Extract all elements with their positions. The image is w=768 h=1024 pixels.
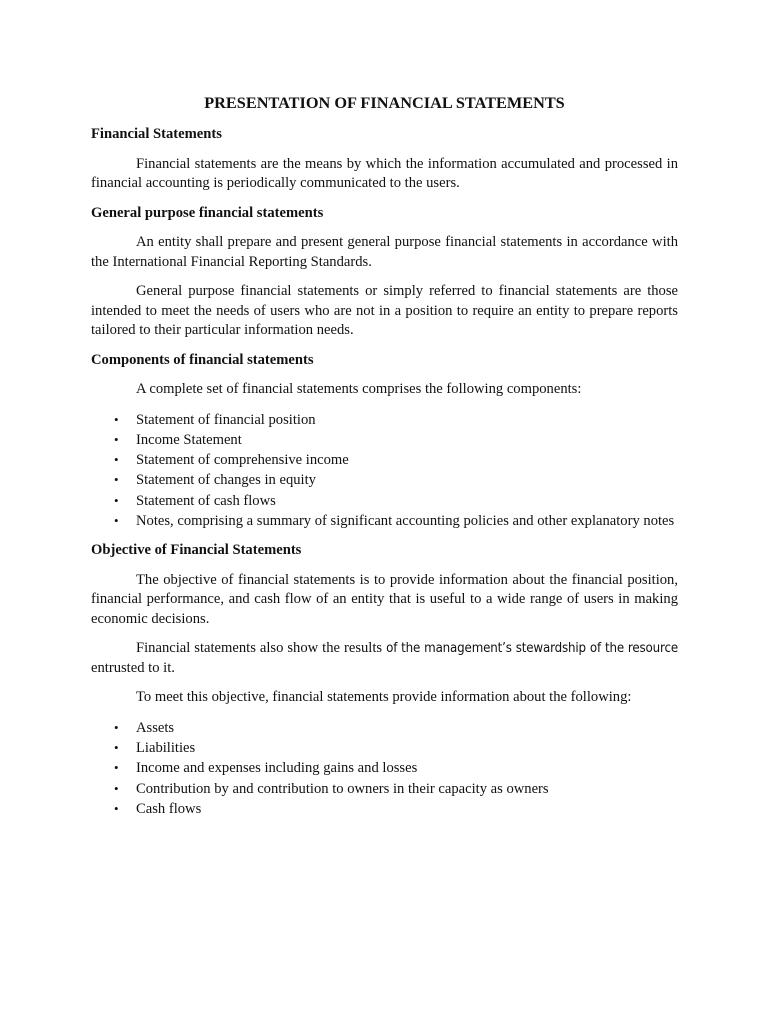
- list-item-text: Statement of financial position: [136, 411, 316, 428]
- paragraph-objective-3: To meet this objective, financial statements provide information about the following:: [136, 689, 632, 706]
- list-item-text: Statement of cash flows: [136, 492, 276, 509]
- paragraph-components-intro: A complete set of financial statements comprises the following components:: [136, 381, 582, 397]
- bullet-icon: •: [114, 800, 119, 816]
- list-item-text: Liabilities: [136, 740, 196, 757]
- bullet-icon: •: [114, 780, 119, 796]
- paragraph-general-purpose-2: General purpose financial statements or simply referred to financial statements are those intended to meet the needs of users who are not in a position to require an entity to prepare reports tailored to their particular information needs.: [91, 283, 678, 338]
- list-item-text: Contribution by and contribution to owners in their capacity as owners: [136, 780, 549, 797]
- paragraph-financial-statements-definition: Financial statements are the means by which the information accumulated and processed in financial accounting is periodically communicated to the users.: [91, 155, 678, 191]
- list-item: [91, 430, 678, 450]
- list-item: [91, 758, 678, 778]
- objective-info-list: [91, 718, 678, 819]
- list-item: [91, 511, 678, 531]
- section-heading-general-purpose: General purpose financial statements: [91, 204, 324, 221]
- document-body: [91, 92, 678, 829]
- list-item: [91, 718, 678, 738]
- section-heading-objective: Objective of Financial Statements: [91, 542, 302, 559]
- paragraph-objective-2-start: Financial statements also show the results: [136, 640, 387, 657]
- list-item-text: Cash flows: [136, 800, 202, 817]
- bullet-icon: •: [114, 719, 119, 735]
- bullet-icon: •: [114, 431, 119, 447]
- bullet-icon: •: [114, 411, 119, 427]
- bullet-icon: •: [114, 740, 119, 756]
- paragraph-objective-2-alt-font: of the management’s stewardship of the resource: [386, 641, 678, 657]
- list-item: [91, 410, 678, 430]
- list-item: [91, 491, 678, 511]
- list-item: [91, 470, 678, 490]
- list-item-text: Statement of comprehensive income: [136, 452, 349, 469]
- paragraph-objective-2: [91, 639, 678, 678]
- components-list: [91, 410, 678, 532]
- section-heading-financial-statements: Financial Statements: [91, 126, 222, 142]
- bullet-icon: •: [114, 760, 119, 776]
- list-item: [91, 450, 678, 470]
- list-item-text: Notes, comprising a summary of significant accounting policies and other explanatory notes: [136, 512, 675, 529]
- list-item-text: Assets: [136, 719, 175, 736]
- list-item-text: Income Statement: [136, 431, 242, 448]
- list-item: [91, 779, 678, 799]
- list-item-text: Statement of changes in equity: [136, 472, 316, 489]
- section-heading-components: Components of financial statements: [91, 351, 314, 368]
- page-title: PRESENTATION OF FINANCIAL STATEMENTS: [204, 93, 565, 112]
- paragraph-objective-2-end: entrusted to it.: [91, 659, 175, 676]
- list-item-text: Income and expenses including gains and losses: [136, 760, 418, 777]
- paragraph-objective-1: The objective of financial statements is to provide information about the financial position, financial performance, and cash flow of an entity that is useful to a wide range of users in making economic decisions.: [91, 571, 678, 627]
- paragraph-general-purpose-1: An entity shall prepare and present general purpose financial statements in accordance with the International Financial Reporting Standards.: [91, 234, 678, 270]
- bullet-icon: •: [114, 472, 119, 488]
- bullet-icon: •: [114, 452, 119, 468]
- bullet-icon: •: [114, 512, 119, 528]
- list-item: [91, 799, 678, 819]
- list-item: [91, 738, 678, 758]
- bullet-icon: •: [114, 492, 119, 508]
